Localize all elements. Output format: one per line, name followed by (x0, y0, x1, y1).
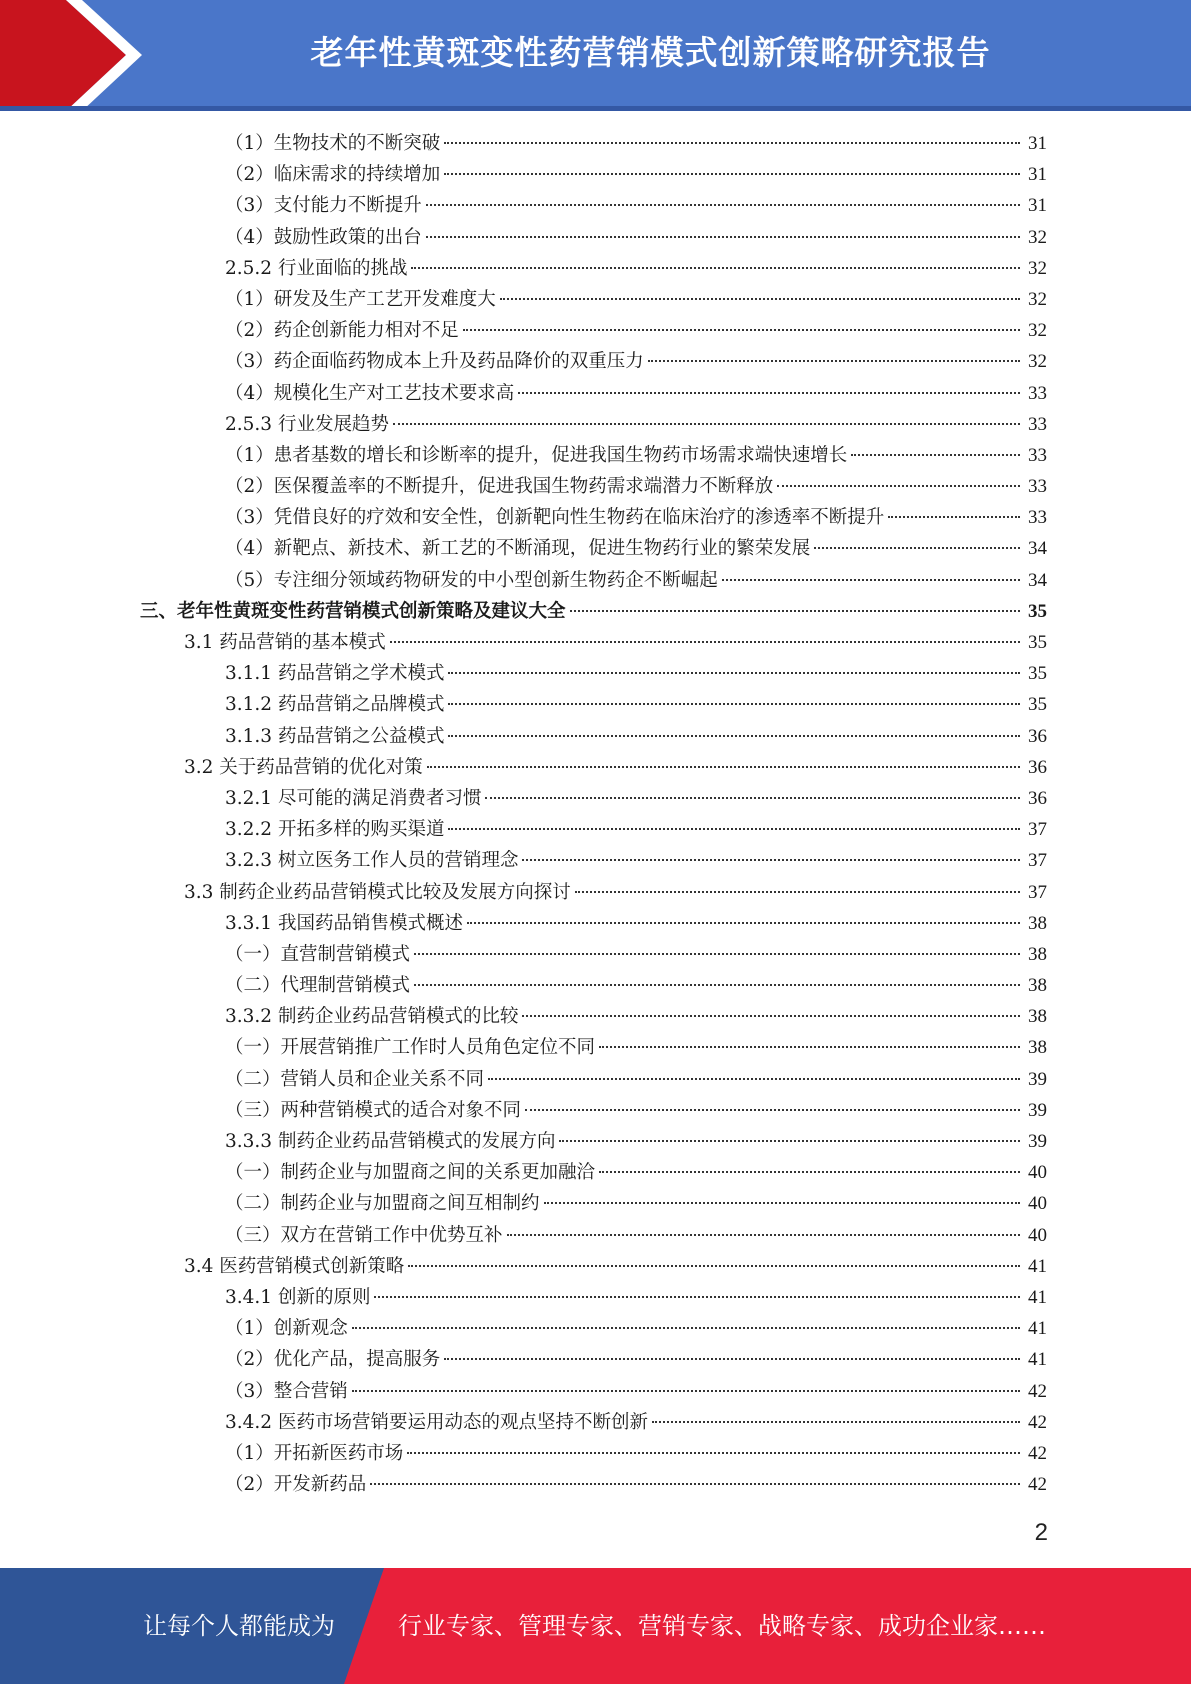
toc-dot-leader (408, 1265, 1020, 1267)
toc-entry[interactable] (0, 752, 1191, 783)
toc-entry-label: （1）研发及生产工艺开发难度大 (225, 288, 496, 310)
toc-entry-page: 35 (1028, 694, 1047, 716)
toc-dot-leader (599, 1046, 1020, 1048)
toc-entry-label: 2.5.2 行业面临的挑战 (225, 257, 408, 279)
toc-dot-leader (518, 392, 1020, 394)
toc-entry-label: （一）开展营销推广工作时人员角色定位不同 (225, 1037, 596, 1059)
toc-dot-leader (407, 1452, 1020, 1454)
toc-entry[interactable] (0, 284, 1191, 315)
toc-entry-label: （二）营销人员和企业关系不同 (225, 1068, 485, 1090)
toc-entry[interactable] (0, 471, 1191, 502)
toc-entry-page: 33 (1028, 413, 1047, 435)
toc-entry-label: （1）开拓新医药市场 (225, 1442, 404, 1464)
toc-entry-label: 3.1.1 药品营销之学术模式 (225, 663, 445, 685)
toc-dot-leader (467, 922, 1020, 924)
toc-entry-label: 3.3.1 我国药品销售模式概述 (225, 912, 463, 934)
toc-dot-leader (427, 766, 1020, 768)
toc-dot-leader (507, 1234, 1020, 1236)
toc-dot-leader (570, 610, 1020, 612)
toc-entry-page: 42 (1028, 1380, 1047, 1402)
toc-entry[interactable] (0, 689, 1191, 720)
toc-entry[interactable] (0, 440, 1191, 471)
toc-entry[interactable] (0, 1126, 1191, 1157)
toc-entry-label: （1）生物技术的不断突破 (225, 133, 441, 154)
toc-entry-page: 36 (1028, 787, 1047, 809)
toc-entry-label: 3.1.2 药品营销之品牌模式 (225, 694, 445, 716)
toc-entry-page: 32 (1028, 257, 1047, 279)
toc-entry[interactable] (0, 1344, 1191, 1375)
toc-entry-page: 39 (1028, 1131, 1047, 1152)
toc-entry[interactable] (0, 1313, 1191, 1344)
toc-entry[interactable] (0, 346, 1191, 377)
toc-dot-leader (777, 485, 1020, 487)
toc-entry-page: 38 (1028, 1037, 1047, 1059)
toc-entry-label: （一）直营制营销模式 (225, 943, 411, 965)
toc-entry-page: 35 (1028, 600, 1047, 622)
toc-entry-page: 36 (1028, 725, 1047, 747)
toc-dot-leader (352, 1390, 1020, 1392)
header-banner (0, 0, 1191, 111)
toc-dot-leader (426, 236, 1020, 238)
toc-dot-leader (722, 579, 1020, 581)
toc-entry-page: 40 (1028, 1162, 1047, 1184)
toc-entry[interactable] (0, 1282, 1191, 1313)
toc-entry[interactable] (0, 190, 1191, 221)
toc-entry-page: 34 (1028, 538, 1047, 560)
toc-dot-leader (463, 329, 1020, 331)
toc-dot-leader (559, 1140, 1020, 1142)
toc-entry-page: 42 (1028, 1474, 1047, 1496)
toc-entry-page: 38 (1028, 912, 1047, 934)
toc-entry[interactable] (0, 1032, 1191, 1063)
toc-entry-label: （二）代理制营销模式 (225, 975, 411, 997)
toc-entry-page: 33 (1028, 476, 1047, 498)
toc-entry-page: 32 (1028, 320, 1047, 342)
toc-entry-page: 33 (1028, 507, 1047, 529)
toc-entry[interactable] (0, 1251, 1191, 1282)
toc-entry-label: 3.1 药品营销的基本模式 (184, 632, 386, 653)
toc-dot-leader (444, 1358, 1020, 1360)
toc-entry-label: 3.1.3 药品营销之公益模式 (225, 725, 445, 747)
toc-entry[interactable] (0, 1469, 1191, 1500)
toc-dot-leader (352, 1327, 1020, 1329)
toc-dot-leader (488, 1078, 1020, 1080)
toc-entry[interactable] (0, 939, 1191, 970)
toc-entry-page: 40 (1028, 1224, 1047, 1246)
toc-entry-label: （2）药企创新能力相对不足 (225, 320, 459, 342)
toc-entry-page: 35 (1028, 632, 1047, 653)
toc-dot-leader (648, 360, 1020, 362)
toc-entry-label: （2）临床需求的持续增加 (225, 164, 441, 186)
toc-entry-page: 35 (1028, 663, 1047, 685)
toc-entry-page: 32 (1028, 226, 1047, 248)
toc-dot-leader (414, 953, 1020, 955)
toc-entry-label: 2.5.3 行业发展趋势 (225, 413, 389, 435)
toc-entry[interactable] (0, 378, 1191, 409)
toc-dot-leader (370, 1483, 1020, 1485)
toc-dot-leader (448, 735, 1020, 737)
toc-dot-leader (525, 1109, 1020, 1111)
toc-entry-label: 3.2.3 树立医务工作人员的营销理念 (225, 850, 519, 872)
toc-dot-leader (444, 173, 1020, 175)
toc-entry[interactable] (0, 222, 1191, 253)
toc-entry-page: 31 (1028, 133, 1047, 154)
toc-dot-leader (522, 859, 1020, 861)
toc-dot-leader (426, 204, 1020, 206)
toc-entry[interactable] (0, 1064, 1191, 1095)
toc-entry-label: （3）支付能力不断提升 (225, 195, 422, 217)
toc-entry[interactable] (0, 596, 1191, 627)
toc-entry-page: 39 (1028, 1068, 1047, 1090)
toc-entry[interactable] (0, 814, 1191, 845)
toc-entry-page: 38 (1028, 1006, 1047, 1028)
toc-entry-page: 31 (1028, 164, 1047, 186)
toc-entry[interactable] (0, 658, 1191, 689)
toc-entry[interactable] (0, 502, 1191, 533)
toc-entry-label: （2）开发新药品 (225, 1474, 367, 1496)
toc-entry-label: 3.2 关于药品营销的优化对策 (184, 756, 423, 778)
toc-entry[interactable] (0, 1438, 1191, 1469)
toc-entry-page: 41 (1028, 1286, 1047, 1308)
header-chevron-decoration (0, 0, 160, 111)
toc-entry-label: 3.3 制药企业药品营销模式比较及发展方向探讨 (184, 881, 571, 903)
toc-entry-page: 41 (1028, 1349, 1047, 1371)
toc-entry-label: 3.4 医药营销模式创新策略 (184, 1255, 405, 1277)
report-title: 老年性黄斑变性药营销模式创新策略研究报告 (310, 33, 991, 72)
toc-entry-label: （5）专注细分领域药物研发的中小型创新生物药企不断崛起 (225, 569, 718, 591)
toc-entry-label: （三）双方在营销工作中优势互补 (225, 1224, 503, 1246)
footer-slogan-left: 让每个人都能成为 (143, 1612, 335, 1640)
toc-entry-label: （二）制药企业与加盟商之间互相制约 (225, 1193, 540, 1215)
table-of-contents (0, 128, 1191, 1500)
toc-entry-page: 38 (1028, 943, 1047, 965)
toc-entry-page: 41 (1028, 1318, 1047, 1340)
toc-entry-label: （4）新靶点、新技术、新工艺的不断涌现，促进生物药行业的繁荣发展 (225, 538, 811, 560)
toc-entry-label: 3.3.3 制药企业药品营销模式的发展方向 (225, 1131, 556, 1152)
toc-entry[interactable] (0, 1001, 1191, 1032)
footer-banner (0, 1568, 1191, 1684)
toc-entry-label: （2）优化产品，提高服务 (225, 1349, 441, 1371)
toc-entry-page: 41 (1028, 1255, 1047, 1277)
toc-entry-page: 32 (1028, 288, 1047, 310)
toc-entry-label: （3）药企面临药物成本上升及药品降价的双重压力 (225, 351, 644, 373)
toc-entry-page: 33 (1028, 444, 1047, 466)
toc-entry-label: 3.3.2 制药企业药品营销模式的比较 (225, 1006, 519, 1028)
toc-entry[interactable] (0, 1157, 1191, 1188)
toc-entry-page: 42 (1028, 1411, 1047, 1433)
toc-dot-leader (522, 1015, 1020, 1017)
toc-entry[interactable] (0, 1376, 1191, 1407)
toc-dot-leader (448, 672, 1020, 674)
page-number: 2 (1034, 1519, 1048, 1546)
toc-entry[interactable] (0, 128, 1191, 159)
toc-dot-leader (393, 423, 1020, 425)
toc-entry-label: （3）凭借良好的疗效和安全性，创新靶向性生物药在临床治疗的渗透率不断提升 (225, 507, 885, 529)
toc-dot-leader (448, 703, 1020, 705)
toc-dot-leader (599, 1171, 1020, 1173)
toc-entry-label: （三）两种营销模式的适合对象不同 (225, 1099, 522, 1121)
toc-entry-label: （3）整合营销 (225, 1380, 348, 1402)
toc-dot-leader (448, 828, 1020, 830)
toc-dot-leader (814, 547, 1020, 549)
toc-entry[interactable] (0, 409, 1191, 440)
toc-entry[interactable] (0, 1220, 1191, 1251)
toc-dot-leader (851, 454, 1020, 456)
footer-slogan-right: 行业专家、管理专家、营销专家、战略专家、成功企业家…… (398, 1612, 1046, 1640)
toc-entry[interactable] (0, 721, 1191, 752)
toc-entry-label: （1）患者基数的增长和诊断率的提升，促进我国生物药市场需求端快速增长 (225, 444, 848, 466)
toc-entry-label: 三、老年性黄斑变性药营销模式创新策略及建议大全 (140, 600, 566, 622)
toc-entry[interactable] (0, 1188, 1191, 1219)
toc-dot-leader (411, 267, 1020, 269)
toc-entry-page: 33 (1028, 382, 1047, 404)
toc-entry-label: （2）医保覆盖率的不断提升，促进我国生物药需求端潜力不断释放 (225, 476, 774, 498)
toc-entry[interactable] (0, 877, 1191, 908)
toc-entry-page: 32 (1028, 351, 1047, 373)
toc-entry-page: 37 (1028, 881, 1047, 903)
toc-dot-leader (652, 1421, 1020, 1423)
toc-entry[interactable] (0, 159, 1191, 190)
toc-entry[interactable] (0, 845, 1191, 876)
toc-dot-leader (544, 1202, 1020, 1204)
toc-dot-leader (575, 891, 1020, 893)
toc-dot-leader (374, 1296, 1020, 1298)
toc-entry[interactable] (0, 1407, 1191, 1438)
toc-entry-page: 31 (1028, 195, 1047, 217)
toc-entry-label: （4）规模化生产对工艺技术要求高 (225, 382, 515, 404)
toc-dot-leader (444, 142, 1020, 144)
toc-dot-leader (485, 797, 1020, 799)
toc-entry-page: 36 (1028, 756, 1047, 778)
toc-entry[interactable] (0, 1095, 1191, 1126)
toc-dot-leader (390, 641, 1020, 643)
toc-dot-leader (888, 516, 1020, 518)
toc-entry-label: 3.4.1 创新的原则 (225, 1286, 371, 1308)
toc-entry-label: 3.4.2 医药市场营销要运用动态的观点坚持不断创新 (225, 1411, 648, 1433)
toc-entry[interactable] (0, 970, 1191, 1001)
toc-entry-page: 38 (1028, 975, 1047, 997)
toc-entry-label: （1）创新观念 (225, 1318, 348, 1340)
toc-entry[interactable] (0, 565, 1191, 596)
toc-entry-page: 42 (1028, 1442, 1047, 1464)
toc-entry-page: 40 (1028, 1193, 1047, 1215)
toc-entry-label: （4）鼓励性政策的出台 (225, 226, 422, 248)
toc-entry[interactable] (0, 908, 1191, 939)
toc-entry[interactable] (0, 627, 1191, 658)
toc-entry-page: 37 (1028, 819, 1047, 841)
toc-entry[interactable] (0, 253, 1191, 284)
toc-dot-leader (414, 984, 1020, 986)
header-rule (0, 106, 1191, 111)
toc-entry-page: 34 (1028, 569, 1047, 591)
toc-entry-label: （一）制药企业与加盟商之间的关系更加融洽 (225, 1162, 596, 1184)
toc-entry[interactable] (0, 533, 1191, 564)
toc-entry-label: 3.2.2 开拓多样的购买渠道 (225, 819, 445, 841)
toc-entry[interactable] (0, 783, 1191, 814)
toc-entry[interactable] (0, 315, 1191, 346)
toc-entry-page: 39 (1028, 1099, 1047, 1121)
toc-entry-label: 3.2.1 尽可能的满足消费者习惯 (225, 787, 482, 809)
toc-entry-page: 37 (1028, 850, 1047, 872)
toc-dot-leader (500, 298, 1020, 300)
